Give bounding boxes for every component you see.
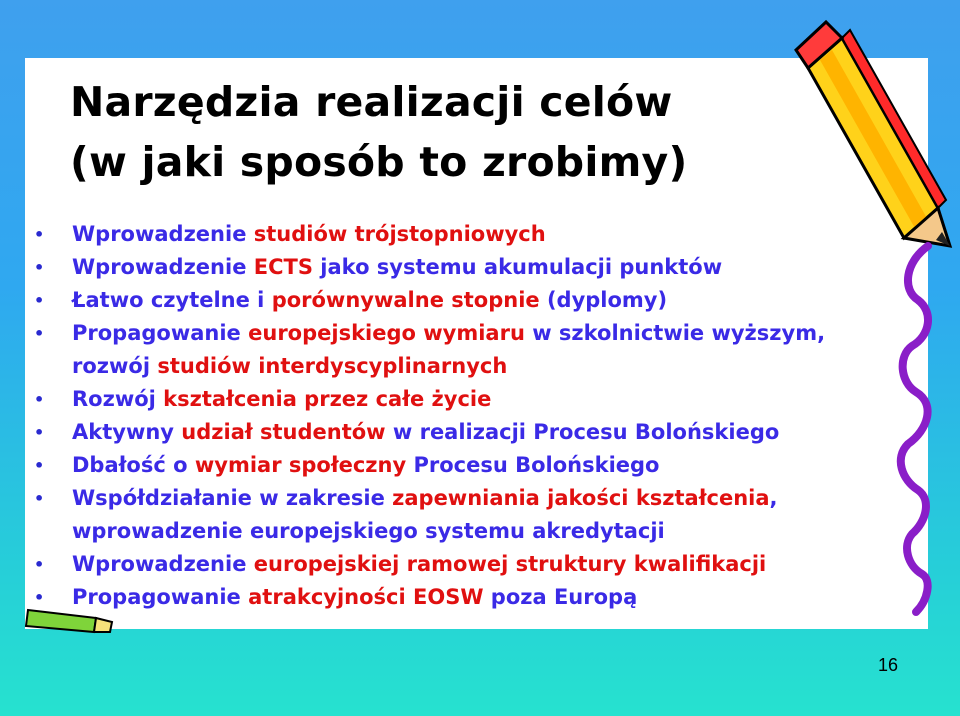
bullet-line — [72, 581, 910, 614]
bullet-dot: • — [34, 258, 45, 277]
bullet-text: Procesu Bolońskiego — [406, 453, 660, 477]
bullet-line — [72, 317, 910, 350]
bullet-dot: • — [34, 390, 45, 409]
bullet-text: w realizacji Procesu Bolońskiego — [385, 420, 780, 444]
bullet-line — [72, 416, 910, 449]
bullet-text: jako systemu akumulacji punktów — [312, 255, 723, 279]
highlighted-text: europejskiej ramowej struktury kwalifikacji — [253, 552, 767, 576]
bullet-item — [30, 284, 910, 317]
bullet-line — [72, 218, 910, 251]
bullet-dot: • — [34, 456, 45, 475]
highlighted-text: atrakcyjności EOSW — [248, 585, 484, 609]
bullet-item — [30, 383, 910, 416]
bullet-text: Propagowanie — [72, 321, 249, 345]
bullet-text: w szkolnictwie wyższym, — [524, 321, 826, 345]
slide-title — [70, 72, 687, 192]
bullet-text: Współdziałanie w zakresie — [72, 486, 393, 510]
bullet-text: poza Europą — [483, 585, 638, 609]
bullet-text: Aktywny — [72, 420, 182, 444]
bullet-line — [72, 350, 910, 383]
bullet-text: rozwój — [72, 354, 158, 378]
bullet-line — [72, 449, 910, 482]
bullet-item — [30, 251, 910, 284]
bullet-line — [72, 515, 910, 548]
bullet-item — [30, 317, 910, 383]
bullet-text: Wprowadzenie — [72, 222, 254, 246]
bullet-text: Propagowanie — [72, 585, 249, 609]
bullet-text: Rozwój — [72, 387, 164, 411]
bullet-item — [30, 218, 910, 251]
bullet-line — [72, 482, 910, 515]
bullet-line — [72, 251, 910, 284]
bullet-dot: • — [34, 489, 45, 508]
bullet-text: Wprowadzenie — [72, 255, 254, 279]
highlighted-text: zapewniania jakości kształcenia — [392, 486, 770, 510]
bullet-item — [30, 581, 910, 614]
highlighted-text: europejskiego wymiaru — [248, 321, 525, 345]
bullet-text: Wprowadzenie — [72, 552, 254, 576]
bullet-item — [30, 482, 910, 548]
highlighted-text: studiów trójstopniowych — [253, 222, 546, 246]
bullet-dot: • — [34, 324, 45, 343]
bullet-line — [72, 284, 910, 317]
highlighted-text: ECTS — [253, 255, 313, 279]
bullet-dot: • — [34, 291, 45, 310]
bullet-line — [72, 548, 910, 581]
bullet-text: Łatwo czytelne i — [72, 288, 272, 312]
bullet-item — [30, 548, 910, 581]
bullet-text: wprowadzenie europejskiego systemu akredytacji — [72, 519, 665, 543]
bullet-text: , — [769, 486, 778, 510]
bullet-item — [30, 449, 910, 482]
highlighted-text: udział studentów — [181, 420, 386, 444]
bullet-line — [72, 383, 910, 416]
bullet-text: Dbałość o — [72, 453, 195, 477]
bullet-text: (dyplomy) — [539, 288, 668, 312]
bullet-list — [30, 218, 910, 614]
bullet-item — [30, 416, 910, 449]
highlighted-text: porównywalne stopnie — [271, 288, 540, 312]
highlighted-text: studiów interdyscyplinarnych — [157, 354, 508, 378]
title-line-1: Narzędzia realizacji celów — [70, 78, 673, 126]
bullet-dot: • — [34, 588, 45, 607]
bullet-dot: • — [34, 423, 45, 442]
bullet-dot: • — [34, 555, 45, 574]
title-line-2: (w jaki sposób to zrobimy) — [70, 138, 688, 186]
highlighted-text: kształcenia przez całe życie — [163, 387, 492, 411]
highlighted-text: wymiar społeczny — [194, 453, 407, 477]
page-number: 16 — [877, 655, 898, 675]
bullet-dot: • — [34, 225, 45, 244]
